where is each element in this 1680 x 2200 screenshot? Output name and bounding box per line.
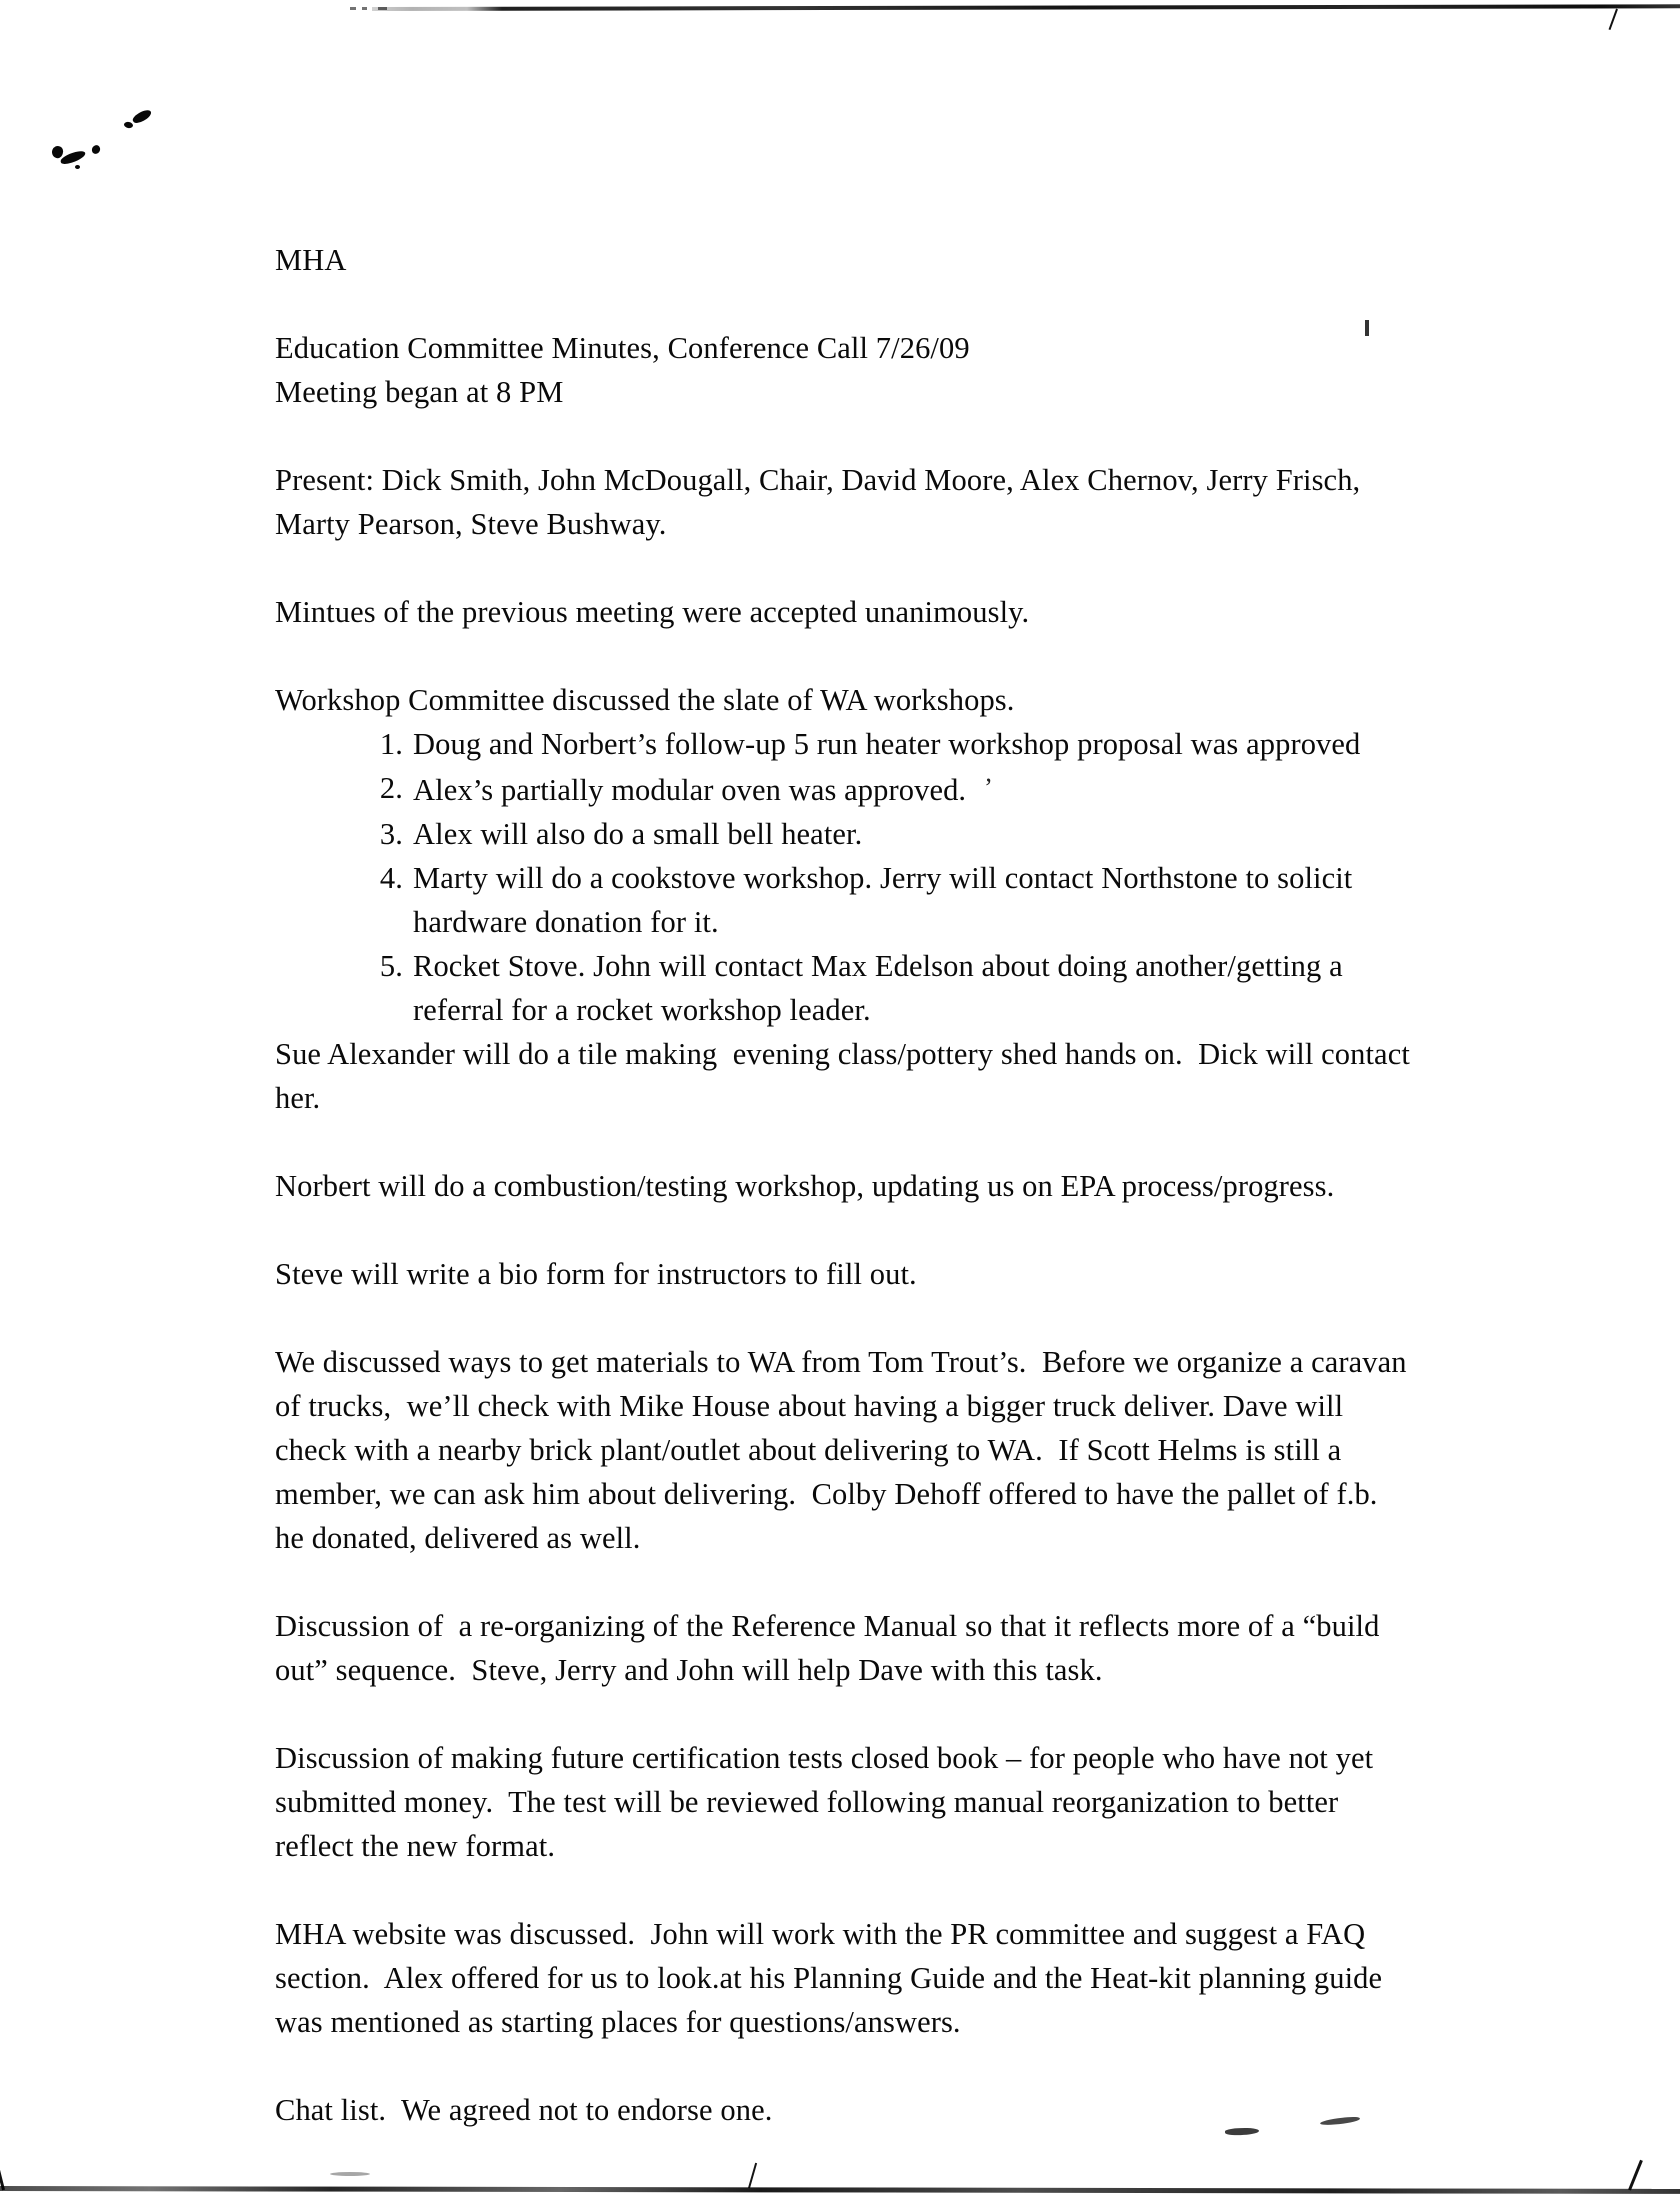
list-item [367,766,1410,812]
workshop-items-list [275,722,1410,1032]
certification-tests-paragraph: Discussion of making future certification tests closed book – for people who have not yet submitted money. The test will be reviewed following manual reorganization to better reflect the new format. [275,1741,1381,1863]
organization-heading: MHA [275,243,347,277]
document-body [275,238,1418,2132]
ink-speck-icon [75,165,80,169]
scan-tick-mark-icon [748,2163,757,2189]
list-item [367,812,1410,856]
meeting-start-line: Meeting began at 8 PM [275,375,564,409]
steve-bio-paragraph: Steve will write a bio form for instructors to fill out. [275,1257,917,1291]
workshop-intro-paragraph: Workshop Committee discussed the slate of WA workshops. [275,683,1015,717]
list-item-text: Rocket Stove. John will contact Max Edelson about doing another/getting a referral for a rocket workshop leader. [413,949,1343,1027]
scan-speck [350,7,356,10]
list-item-text: Alex will also do a small bell heater. [413,817,863,851]
attendees-line-2: Marty Pearson, Steve Bushway. [275,507,667,541]
scanner-corner-tick-icon [1628,2160,1643,2191]
ink-speck-icon [90,144,101,156]
reference-manual-paragraph: Discussion of a re-organizing of the Reference Manual so that it reflects more of a “build out” sequence. Steve, Jerry and John will help Dave with this task. [275,1609,1388,1687]
list-item-text: Doug and Norbert’s follow-up 5 run heater workshop proposal was approved [413,727,1361,761]
scan-speck [378,7,387,10]
scanner-bottom-edge-line [0,2186,1680,2194]
list-item-text: Marty will do a cookstove workshop. Jerry will contact Northstone to solicit hardware donation for it. [413,861,1353,939]
list-item [367,722,1410,766]
scan-smudge-icon [1225,2127,1259,2136]
scan-speck [362,7,367,10]
stray-ink-mark-icon: ’ [984,773,993,802]
list-item [367,944,1410,1032]
scan-faint-mark [330,2172,370,2176]
list-item-text: Alex’s partially modular oven was approved. [413,773,967,807]
scanner-corner-tick-icon [1609,9,1618,30]
chat-list-paragraph: Chat list. We agreed not to endorse one. [275,2093,773,2127]
minutes-accepted-paragraph: Mintues of the previous meeting were accepted unanimously. [275,595,1030,629]
mha-website-paragraph: MHA website was discussed. John will work with the PR committee and suggest a FAQ section. Alex offered for us to look.at his Planning Guide and the Heat-kit planning guide was mentioned as starting places for questions/answers. [275,1917,1390,2039]
sue-alexander-paragraph: Sue Alexander will do a tile making evening class/pottery shed hands on. Dick will contact her. [275,1037,1418,1115]
attendees-line-1: Present: Dick Smith, John McDougall, Chair, David Moore, Alex Chernov, Jerry Frisch, [275,463,1361,497]
minutes-title-line: Education Committee Minutes, Conference Call 7/26/09 [275,331,970,365]
ink-speck-icon [124,121,134,128]
scanner-top-edge-line [372,4,1680,11]
list-item [367,856,1410,944]
ink-smudge-icon [131,108,153,126]
norbert-paragraph: Norbert will do a combustion/testing workshop, updating us on EPA process/progress. [275,1169,1335,1203]
materials-transport-paragraph: We discussed ways to get materials to WA from Tom Trout’s. Before we organize a caravan of trucks, we’ll check with Mike House about having a bigger truck deliver. Dave will check with a nearby brick plant/outlet about delivering to WA. If Scott Helms is still a member, we can ask him about delivering. Colby Dehoff offered to have the pallet of f.b. he donated, delivered as well. [275,1345,1415,1555]
